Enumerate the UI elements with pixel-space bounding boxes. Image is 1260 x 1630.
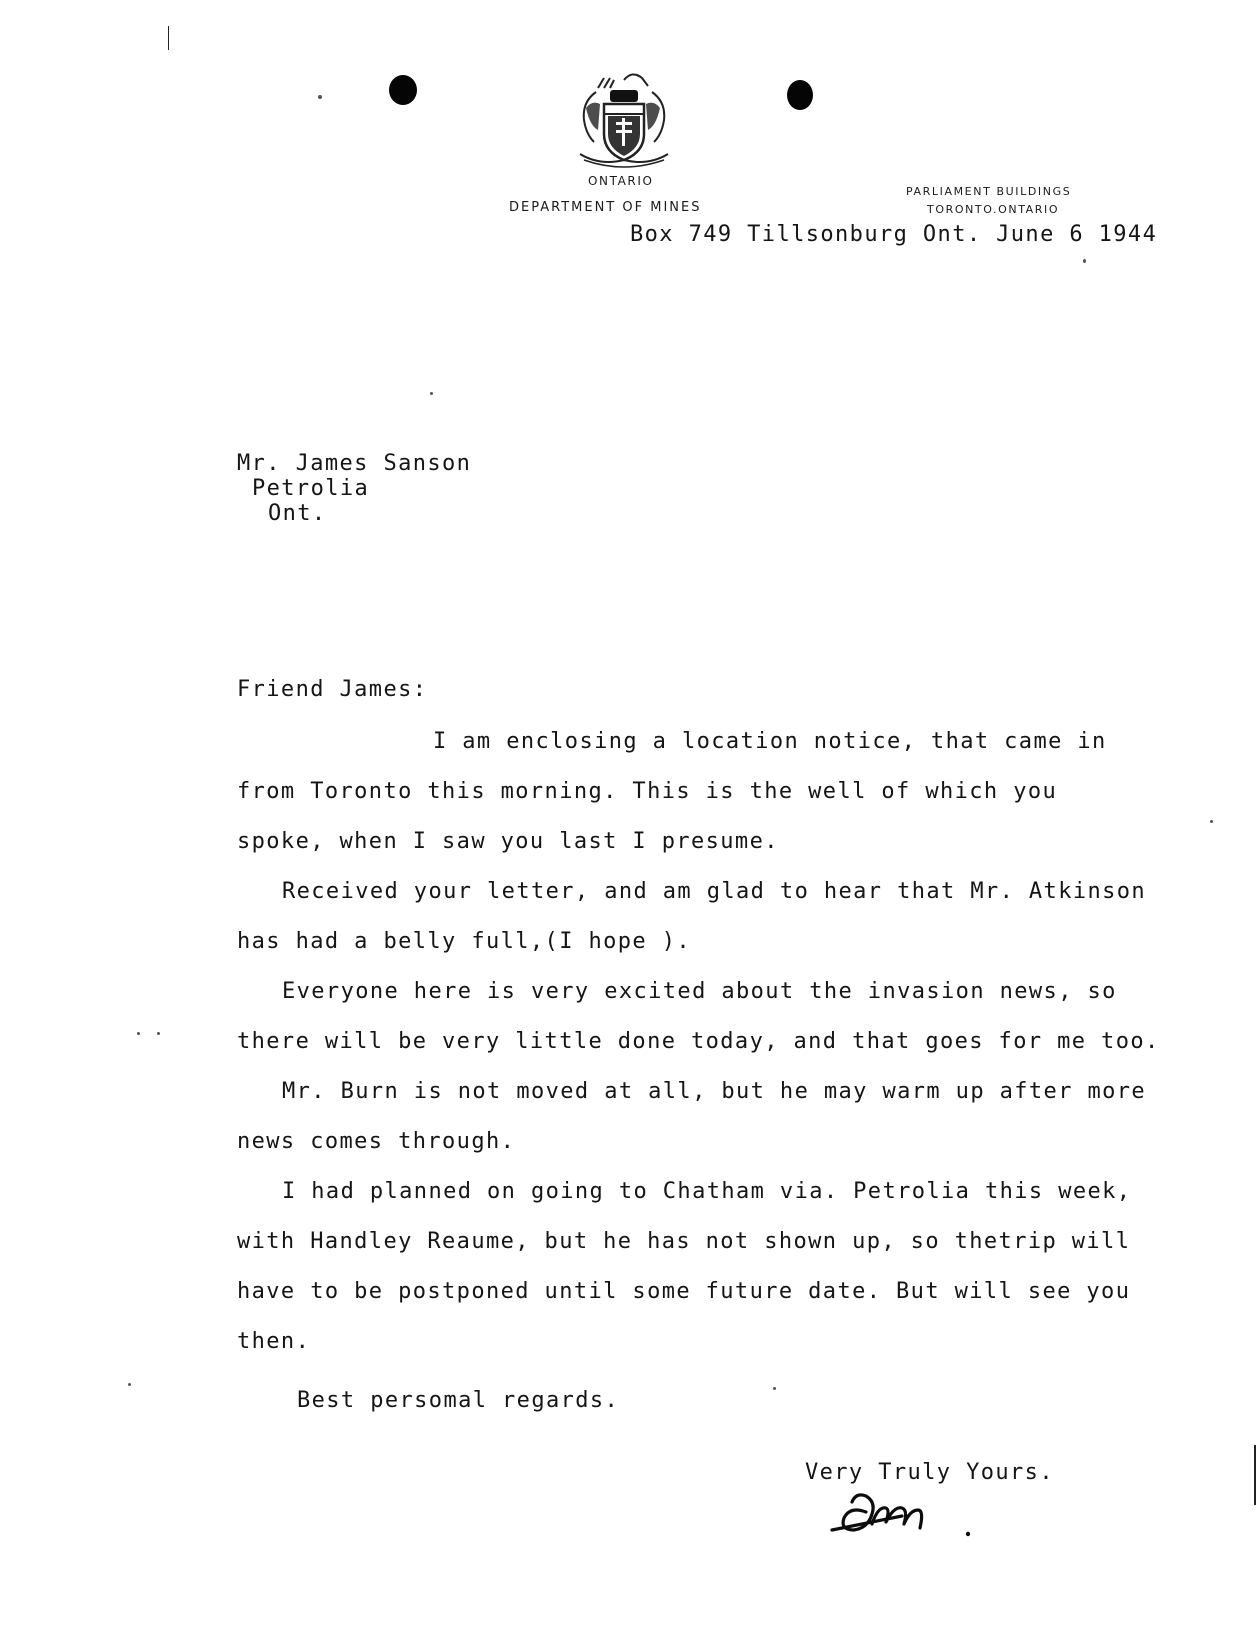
recipient-name: Mr. James Sanson: [237, 451, 472, 476]
handwritten-signature-icon: [826, 1490, 976, 1538]
body-line: spoke, when I saw you last I presume.: [237, 829, 779, 854]
sender-date-line: Box 749 Tillsonburg Ont. June 6 1944: [630, 222, 1158, 247]
body-line: I had planned on going to Chatham via. Petrolia this week,: [282, 1179, 1132, 1204]
letterhead-address-line1: PARLIAMENT BUILDINGS: [906, 185, 1072, 198]
speck: [430, 392, 433, 395]
recipient-city: Petrolia: [252, 476, 370, 501]
body-line: I am enclosing a location notice, that came in: [433, 729, 1107, 754]
letterhead-department: DEPARTMENT OF MINES: [509, 200, 702, 215]
speck: [1210, 820, 1213, 823]
speck: [157, 1032, 160, 1035]
body-line: Everyone here is very excited about the invasion news, so: [282, 979, 1117, 1004]
body-line: news comes through.: [237, 1129, 516, 1154]
scan-edge-mark: [168, 26, 169, 50]
closing-line: Very Truly Yours.: [805, 1460, 1054, 1485]
regards-line: Best persomal regards.: [297, 1388, 620, 1413]
body-line: with Handley Reaume, but he has not shown up, so thetrip will: [237, 1229, 1131, 1254]
body-line: there will be very little done today, and that goes for me too.: [237, 1029, 1160, 1054]
punch-hole-right: [787, 80, 813, 110]
body-line: then.: [237, 1329, 311, 1354]
speck: [137, 1032, 140, 1035]
ontario-coat-of-arms-icon: [566, 68, 680, 172]
recipient-province: Ont.: [268, 501, 327, 526]
speck: [128, 1383, 131, 1386]
letterhead-province: ONTARIO: [588, 174, 654, 188]
speck: [318, 95, 322, 99]
body-line: have to be postponed until some future date. But will see you: [237, 1279, 1131, 1304]
salutation: Friend James:: [237, 677, 428, 702]
speck: [1083, 259, 1086, 263]
body-line: Mr. Burn is not moved at all, but he may warm up after more: [282, 1079, 1147, 1104]
body-line: Received your letter, and am glad to hear that Mr. Atkinson: [282, 879, 1147, 904]
letterhead-address-line2: TORONTO.ONTARIO: [927, 203, 1060, 216]
body-line: has had a belly full,(I hope ).: [237, 929, 691, 954]
punch-hole-left: [389, 75, 417, 105]
speck: [773, 1387, 776, 1390]
body-line: from Toronto this morning. This is the well of which you: [237, 779, 1058, 804]
scan-edge-mark: [1254, 1445, 1256, 1505]
